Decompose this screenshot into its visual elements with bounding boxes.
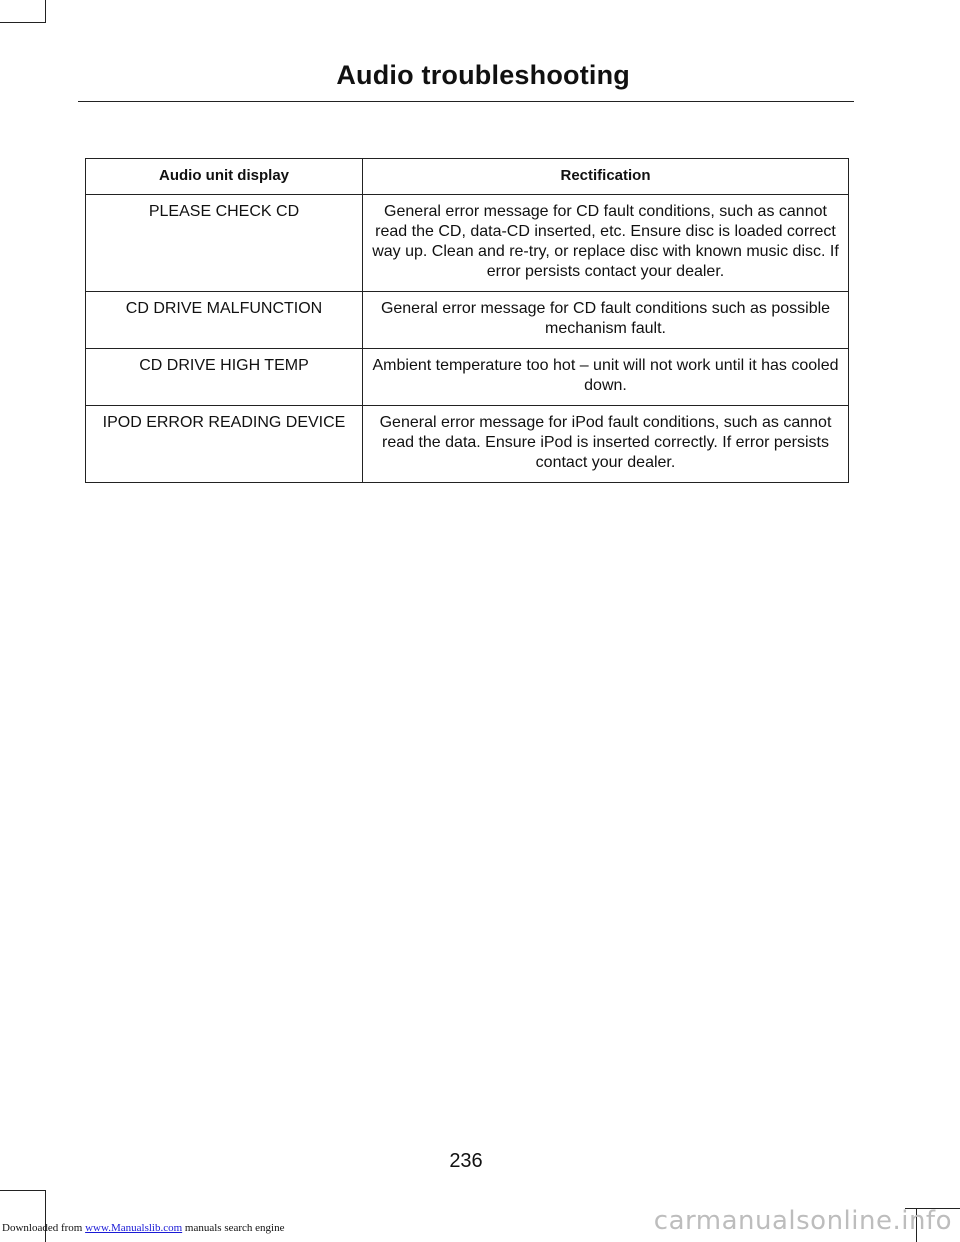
- column-header-rectification: Rectification: [363, 159, 849, 195]
- display-cell: CD DRIVE HIGH TEMP: [86, 349, 363, 406]
- rectification-cell: Ambient temperature too hot – unit will not work until it has cooled down.: [363, 349, 849, 406]
- title-divider: [78, 101, 854, 102]
- rectification-cell: General error message for iPod fault conditions, such as cannot read the data. Ensure iPod is inserted correctly. If error persists contact your dealer.: [363, 406, 849, 483]
- crop-mark: [0, 22, 46, 23]
- table-row: [86, 349, 849, 406]
- manualslib-link[interactable]: www.Manualslib.com: [85, 1222, 183, 1234]
- footer-prefix: Downloaded from: [2, 1222, 83, 1234]
- display-cell: IPOD ERROR READING DEVICE: [86, 406, 363, 483]
- table-header-row: [86, 159, 849, 195]
- troubleshooting-table: [85, 158, 849, 483]
- crop-mark: [45, 1190, 46, 1242]
- display-cell: PLEASE CHECK CD: [86, 195, 363, 292]
- table-row: [86, 292, 849, 349]
- column-header-display: Audio unit display: [86, 159, 363, 195]
- crop-mark: [45, 0, 46, 22]
- download-footer: [2, 1222, 284, 1234]
- rectification-cell: General error message for CD fault conditions, such as cannot read the CD, data-CD inserted, etc. Ensure disc is loaded correct way up. Clean and re-try, or replace disc with known music disc. If error persists contact your dealer.: [363, 195, 849, 292]
- table-row: [86, 406, 849, 483]
- watermark: carmanualsonline.info: [653, 1206, 952, 1236]
- table-row: [86, 195, 849, 292]
- page-title: Audio troubleshooting: [336, 60, 630, 90]
- display-cell: CD DRIVE MALFUNCTION: [86, 292, 363, 349]
- rectification-cell: General error message for CD fault conditions such as possible mechanism fault.: [363, 292, 849, 349]
- crop-mark: [0, 1190, 46, 1191]
- page-number: 236: [449, 1150, 483, 1172]
- footer-suffix: manuals search engine: [184, 1222, 285, 1234]
